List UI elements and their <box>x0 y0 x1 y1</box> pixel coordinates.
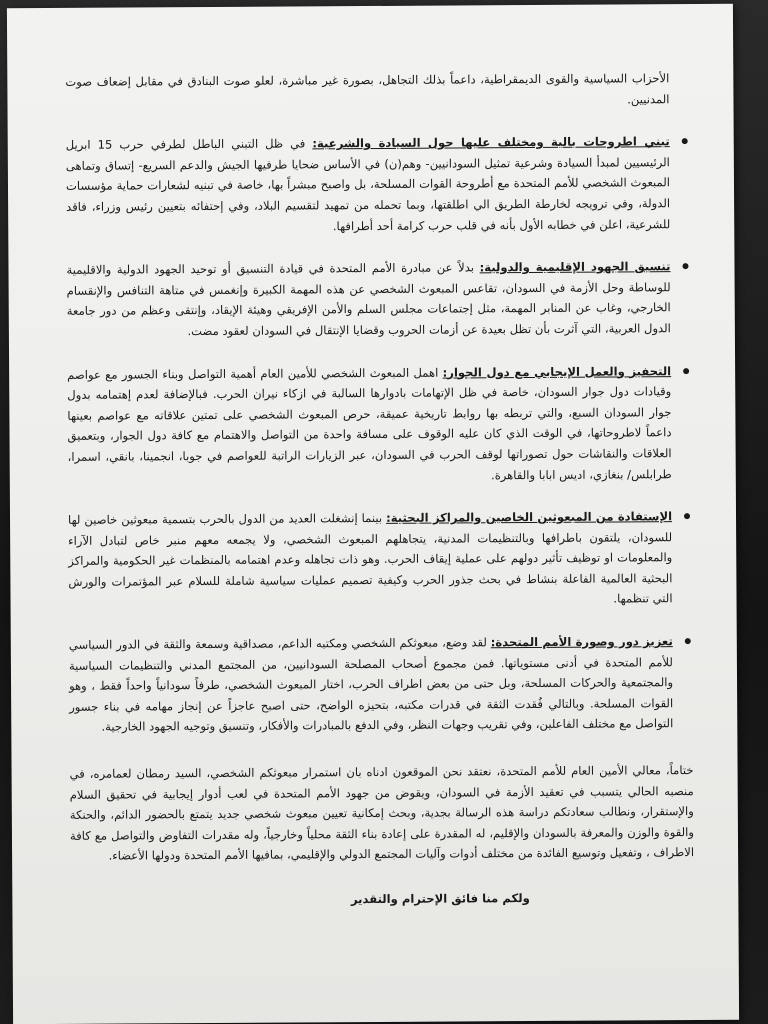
section-title: تنسيق الجهود الإقليمية والدولية: <box>479 259 671 275</box>
section-title: تبني اطروحات بالية ومختلف عليها حول السيادة والشرعية: <box>312 134 670 151</box>
section-coordination <box>66 256 696 342</box>
section-body: بينما إنشغلت العديد من الدول بالحرب بتسمية مبعوثين خاصين لها للسودان، يلتقون باطرافها وبالتنظيمات المدنية، يتجاهلهم المبعوث الشخصي، ولا يجمعه معهم منبر خاص لتبادل الآراء والمعلومات او توظيف تأثير دولهم على عملية إيقاف الحرب. وهو ذات تجاهله وعدم اهتمامه بالمنظمات غير الحكومية والمراكز البحثية العالمية الفاعلة بنشاط في بحث جذور الحرب وكيفية تصميم عمليات سياسية شاملة للسلام عبر المؤتمرات والورش التي تنظمها. <box>67 511 673 607</box>
section-sovereignty <box>66 131 697 238</box>
section-body: في ظل التبني الباطل لطرفي حرب 15 ابريل الرئيسيين لمبدأ السيادة وشرعية تمثيل السودانيين- وهم(ن) في الأساس ضحايا طرفيها الجيش والدعم السريع- إتساق وتماهى المبعوث الشخصي للأمم المتحدة مع أطروحة القوات المسلحة، بل واصبح مبشراً بها، خاصة في تبنيه لشعارات حماية مؤسسات الدولة، وفي ترويجه لخارطة الطريق الي اطلقتها، وبما تحمله من تمهيد لتقسيم البلاد، وفي إحتفائه بتعيين رئيس وزراء، فاقد للشرعية، اعلن في خطابه الأول بأنه في قلب حرب كرامة أحد أطرافها. <box>65 136 671 233</box>
section-body: اهمل المبعوث الشخصي للأمين العام أهمية التواصل وبناء الجسور مع عواصم وقيادات دول جوار السودان، خاصة في ظل الإتهامات بادوارها السالبة في ازكاء نيران الحرب. فبالإضافة لعدم إهتمامه بدول جوار السودان السبع، والتي تربطه بها روابط تاريخية عميقة، حرص المبعوث الشخصي على تمتين علاقاته مع عواصم بعينها داعماً لاطروحاتها، في الوقت الذي كان عليه الوقوف على مسافة واحدة من التواصل والاهتمام مع كافة دول الجوار، وبتعميق العلاقات والنقاشات حول تصوراتها لوقف الحرب في السودان، عبر الزيارات الراتبة للعواصم في جوبا، انجمينا، بانقي، اسمرا، طرابلس/ بنغازي، اديس ابابا والقاهرة. <box>67 365 672 482</box>
bullet-icon <box>683 368 689 374</box>
intro-paragraph: الأحزاب السياسية والقوى الديمقراطية، داعماً بذلك التجاهل، بصورة غير مباشرة، لعلو صوت البنادق في مقابل إضعاف صوت المدنيين. <box>65 71 670 107</box>
bullet-icon <box>682 263 688 269</box>
letter-body <box>65 68 700 911</box>
section-title: التحفيز والعمل الإيجابي مع دول الجوار: <box>442 363 672 380</box>
bullet-icon <box>682 138 688 144</box>
section-title: الإستفادة من المبعوثين الخاصين والمراكز البحثية: <box>386 509 673 526</box>
bullet-icon <box>685 638 691 644</box>
signoff: ولكم منا فائق الإحترام والتقدير <box>350 891 530 907</box>
section-envoys-research <box>68 506 699 613</box>
letter-page <box>7 4 739 1024</box>
closing-paragraph: ختاماً، معالي الأمين العام للأمم المتحدة، نعتقد نحن الموقعون ادناه بان استمرار مبعوثكم الشخصي، السيد رمطان لعمامره، في منصبه الحالي يتسبب في تعقيد الأزمة في السودان، ويقوض من جهود الأمم المتحدة في لعب أدوار إيجابية في تحقيق السلام والإستقرار، ونطالب سعادتكم دراسة هذه الرسالة بجدية، وبحث إمكانية تعيين مبعوث شخصي جديد يتمتع بالحضور الدائم، والحنكة والقوة والوزن والمعرفة بالسودان والإقليم، له المقدرة على إعادة بناء الثقة محلياً وخارجياً، وله مقدرات التفاوض والتواصل مع كافة الاطراف ، وتفعيل وتوسيع الفائدة من مختلف أدوات وآليات المجتمع الدولي والإقليمي، بمافيها الأمم المتحدة ودولها الأعضاء. <box>69 763 695 864</box>
section-neighbors <box>67 361 698 488</box>
section-body: بدلاً عن مبادرة الأمم المتحدة في قيادة التنسيق أو توحيد الجهود الدولية والاقليمية للوساطة وحل الأزمة في السودان، تقاعس المبعوث الشخصي عن هذه المهمة الكبيرة وإنغمس في متاهة التنافس والإنقسام الخارجي، وغاب عن المنابر المهمة، مثل إجتماعات مجلس السلم والأمن الإفريقي وهيئة الإيقاد، وإنتقى وعظم من دور جامعة الدول العربية، التي آثرت بأن تظل بعيدة عن أزمات الحروب وقضايا الإنتقال في السودان لعقود مضت. <box>66 260 671 339</box>
section-body: لقد وضع، مبعوثكم الشخصي ومكتبه الداعم، مصداقية وسمعة والثقة في الدور السياسي للأمم المتحدة في أدنى مستوياتها. فمن مجموع أصحاب المصلحة السودانيين، من المجتمع المدني والتنظيمات السياسية والمجتمعية والحركات المسلحة، وبل حتى من بعض اطراف الحرب، اختار المبعوث الشخصي، طرفاً سودانياً واحداً فقط ، وهو القوات المسلحة. وبالتالي فُقدت الثقة في قدرات مكتبه، بتحيزه الواضح، حتى اصبح عاجزاً عن إنجاز مهامه في بناء جسور التواصل مع مختلف الفاعلين، وفي تقريب وجهات النظر، وفي الدفع بالمبادرات والأفكار، وتنسيق وتوجيه الجهود الخارجية. <box>68 635 674 735</box>
section-un-image <box>69 631 700 738</box>
bullet-icon <box>684 513 690 519</box>
section-title: تعزيز دور وصورة الأمم المتحدة: <box>490 634 673 650</box>
